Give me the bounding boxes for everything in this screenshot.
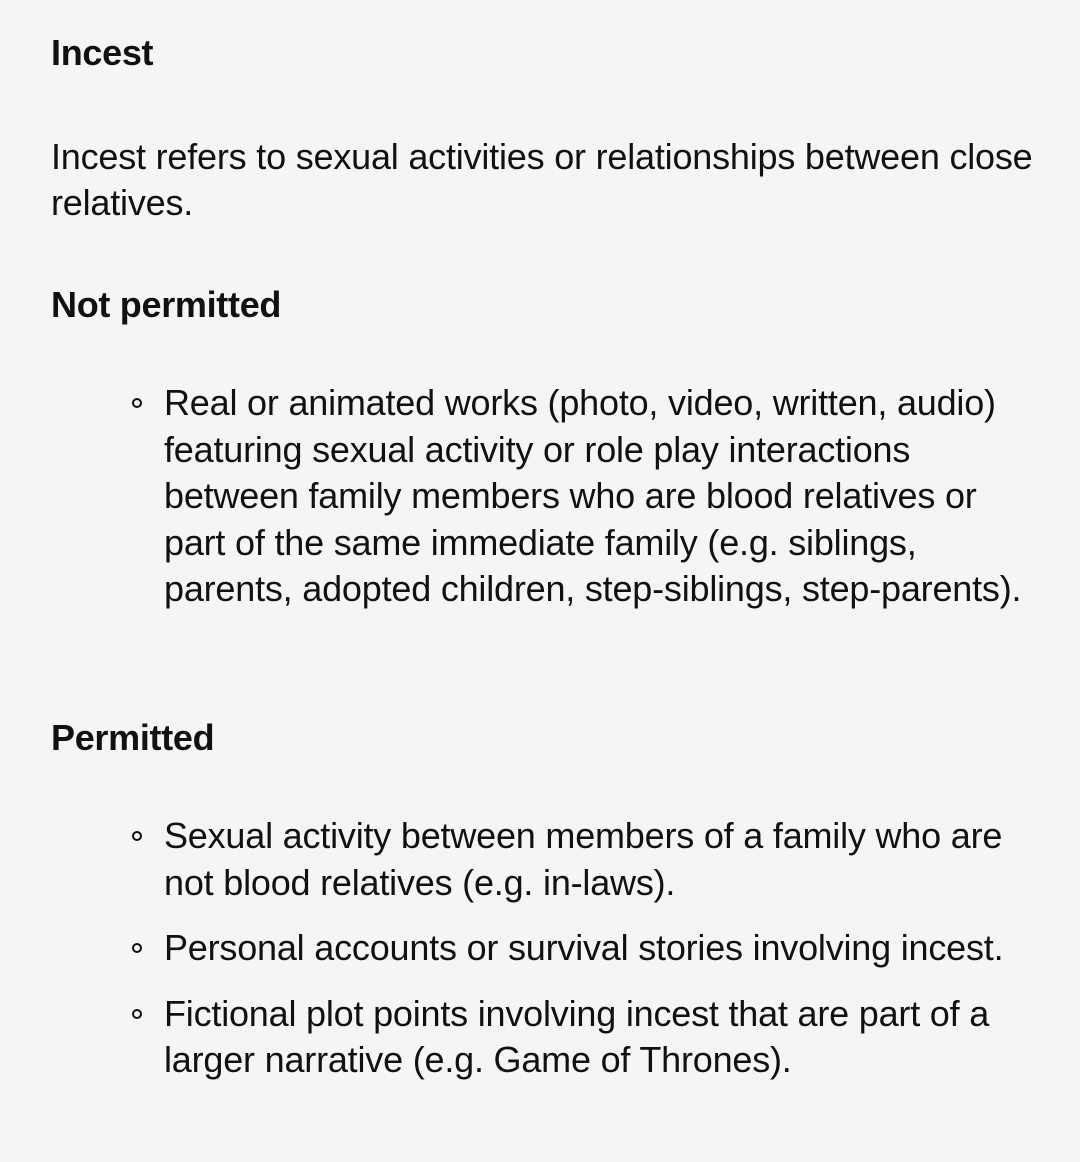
list-item-text: Sexual activity between members of a family who are not blood relatives (e.g. in-laws). xyxy=(164,815,1003,903)
not-permitted-list xyxy=(0,380,1080,613)
list-item-text: Personal accounts or survival stories involving incest. xyxy=(164,927,1004,968)
intro-paragraph: Incest refers to sexual activities or relationships between close relatives. xyxy=(51,136,1033,223)
list-item xyxy=(0,380,1044,613)
hollow-circle-bullet-icon xyxy=(132,1009,142,1019)
list-item xyxy=(0,925,1044,972)
page-title: Incest xyxy=(51,32,154,73)
hollow-circle-bullet-icon xyxy=(132,943,142,953)
permitted-heading: Permitted xyxy=(51,717,215,758)
hollow-circle-bullet-icon xyxy=(132,398,142,408)
list-item xyxy=(0,991,1044,1084)
list-item-text: Fictional plot points involving incest that are part of a larger narrative (e.g. Game of Thrones). xyxy=(164,992,990,1080)
not-permitted-heading: Not permitted xyxy=(51,284,282,325)
list-item xyxy=(0,813,1044,906)
hollow-circle-bullet-icon xyxy=(132,831,142,841)
list-item-text: Real or animated works (photo, video, written, audio) featuring sexual activity or role play interactions between family members who are blood relatives or part of the same immediate family (e.g. siblings, parents, adopted children, step-siblings, step-parents). xyxy=(164,382,1022,609)
permitted-list xyxy=(0,813,1080,1084)
